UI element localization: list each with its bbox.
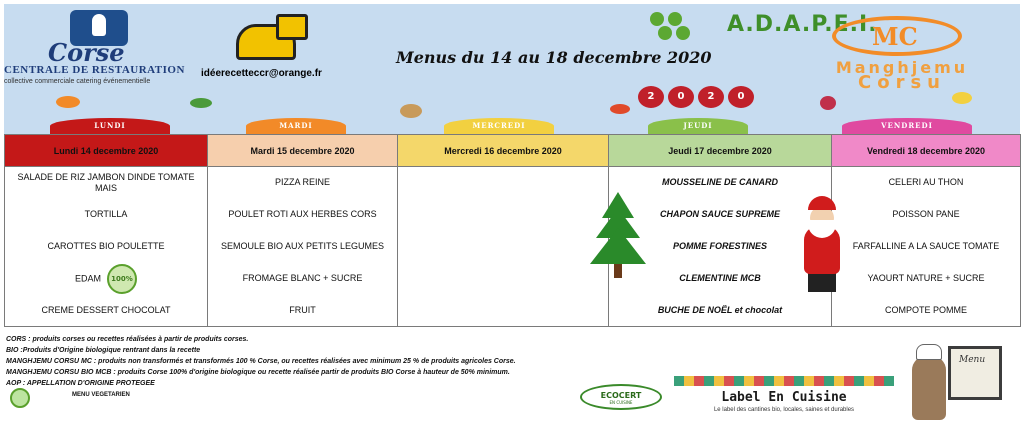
- menu-cell: TORTILLA: [5, 199, 208, 231]
- logo-line2: collective commerciale catering événementielle: [4, 78, 151, 85]
- ornament-ball: 0: [668, 86, 694, 108]
- menu-cell-with-badge: [5, 263, 208, 295]
- mc-logo-line2: Corsu: [858, 72, 946, 93]
- menu-cell: CLEMENTINE MCB: [609, 263, 832, 295]
- menu-cell: POMME FORESTINES: [609, 231, 832, 263]
- ecocert-logo: [580, 384, 662, 410]
- legend: [6, 334, 606, 389]
- menu-cell: [398, 295, 609, 327]
- mailbox-icon: [236, 14, 310, 64]
- mascot-board-text: Menu: [959, 355, 986, 365]
- menu-cell: CAROTTES BIO POULETTE: [5, 231, 208, 263]
- manghjemu-corsu-logo: [800, 8, 1004, 93]
- legend-mc: MANGHJEMU CORSU MC : produits non transformés et transformés 100 % Corse, ou recettes réalisées avec minimum 25 % de produits agricoles Corse.: [6, 358, 516, 365]
- day-header-jeudi: Jeudi 17 decembre 2020: [609, 135, 832, 167]
- vegetarian-label: MENU VEGETARIEN: [72, 392, 130, 398]
- menu-cell: CHAPON SAUCE SUPREME: [609, 199, 832, 231]
- menu-cell: [398, 231, 609, 263]
- legend-bio: BIO :Produits d'Origine biologique rentrant dans la recette: [6, 347, 201, 354]
- arch-mercredi: MERCREDI: [444, 118, 554, 134]
- ecocert-line2: EN CUISINE: [609, 400, 633, 405]
- label-cuisine-subtitle: Le label des cantines bio, locales, saines et durables: [713, 407, 855, 413]
- ornament-ball: 2: [638, 86, 664, 108]
- legend-aop: AOP : APPELLATION D'ORIGINE PROTEGEE: [6, 380, 155, 387]
- vegetarian-icon: [10, 388, 30, 408]
- label-en-cuisine-logo: [674, 376, 894, 416]
- day-header-vendredi: Vendredi 18 decembre 2020: [832, 135, 1021, 167]
- menu-cell: YAOURT NATURE + SUCRE: [832, 263, 1021, 295]
- menu-cell: FROMAGE BLANC + SUCRE: [208, 263, 398, 295]
- menu-cell: [398, 263, 609, 295]
- bio-100-badge-icon: 100%: [107, 264, 137, 294]
- menu-cell: COMPOTE POMME: [832, 295, 1021, 327]
- menu-cell: SALADE DE RIZ JAMBON DINDE TOMATE MAIS: [5, 167, 208, 199]
- table-row: [5, 263, 1021, 295]
- day-header-lundi: Lundi 14 decembre 2020: [5, 135, 208, 167]
- menu-cell: POISSON PANE: [832, 199, 1021, 231]
- ornament-ball: 0: [728, 86, 754, 108]
- menu-cell: MOUSSELINE DE CANARD: [609, 167, 832, 199]
- arch-lundi: LUNDI: [50, 118, 170, 134]
- christmas-tree-icon: [590, 192, 646, 282]
- ecocert-line1: ECOCERT: [600, 391, 642, 400]
- menu-cell: CREME DESSERT CHOCOLAT: [5, 295, 208, 327]
- label-cuisine-title: Label En Cuisine: [721, 390, 847, 405]
- table-row: [5, 199, 1021, 231]
- menu-cell: SEMOULE BIO AUX PETITS LEGUMES: [208, 231, 398, 263]
- mc-logo-text: MC: [872, 22, 918, 51]
- centrale-restauration-logo: [4, 8, 194, 85]
- arch-mardi: MARDI: [246, 118, 346, 134]
- table-row: [5, 167, 1021, 199]
- menu-cell: CELERI AU THON: [832, 167, 1021, 199]
- weekly-menu-table: [4, 134, 1021, 327]
- day-header-mercredi: Mercredi 16 decembre 2020: [398, 135, 609, 167]
- menu-cell: FARFALLINE A LA SAUCE TOMATE: [832, 231, 1021, 263]
- logo-brand: Corse: [48, 38, 125, 67]
- adapei-people-icon: [650, 12, 690, 44]
- menu-cell: BUCHE DE NOËL et chocolat: [609, 295, 832, 327]
- legend-cors: CORS : produits corses ou recettes réalisées à partir de produits corses.: [6, 336, 249, 343]
- table-row: [5, 295, 1021, 327]
- menu-cell: [398, 167, 609, 199]
- chef-mascot-icon: [912, 342, 1006, 422]
- mc-logo-line1: Manghjemu: [835, 58, 969, 77]
- arch-jeudi: JEUDI: [648, 118, 748, 134]
- menu-cell: PIZZA REINE: [208, 167, 398, 199]
- legend-mcb: MANGHJEMU CORSU BIO MCB : produits Corse 100% d'origine biologique ou recette réalisée partir de produits BIO Corse à hauteur de 50% minimum.: [6, 369, 510, 376]
- santa-claus-icon: [796, 196, 848, 296]
- ornament-ball: 2: [698, 86, 724, 108]
- logo-line1: CENTRALE DE RESTAURATION: [4, 64, 185, 76]
- menu-cell-text: EDAM: [74, 272, 101, 283]
- menu-cell: FRUIT: [208, 295, 398, 327]
- adapei-logo: A.D.A.P.E.I.: [727, 12, 878, 37]
- page-title: Menus du 14 au 18 decembre 2020: [396, 48, 712, 67]
- table-row: [5, 231, 1021, 263]
- menu-cell: POULET ROTI AUX HERBES CORS: [208, 199, 398, 231]
- menu-cell: [398, 199, 609, 231]
- contact-email[interactable]: idéerecetteccr@orange.fr: [201, 68, 322, 79]
- arch-vendredi: VENDREDI: [842, 118, 972, 134]
- day-header-mardi: Mardi 15 decembre 2020: [208, 135, 398, 167]
- ornaments-2020: [638, 86, 778, 112]
